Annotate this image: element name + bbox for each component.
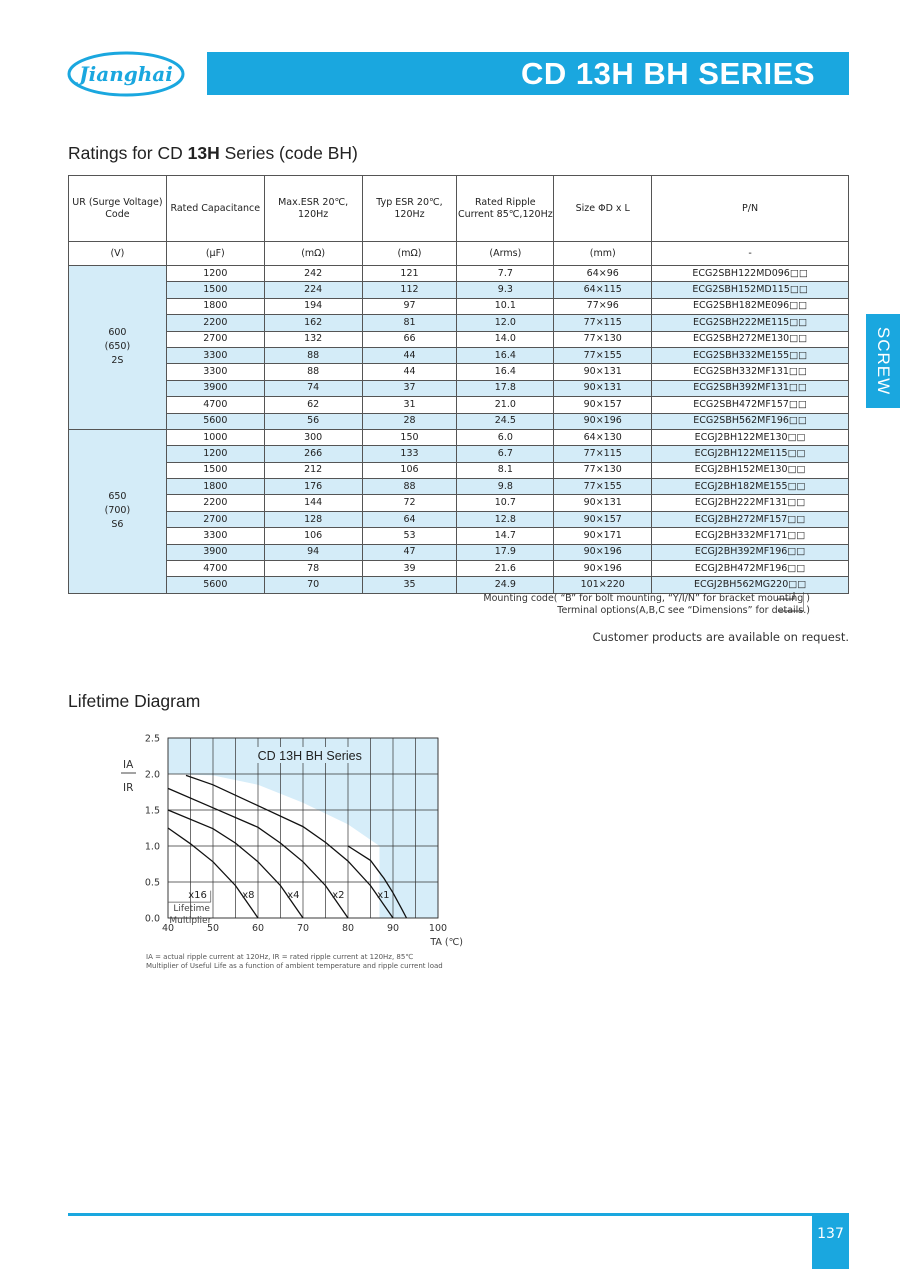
y-tick-label: 1.5 <box>144 805 160 817</box>
table-cell: ECG2SBH392MF131□□ <box>652 380 849 396</box>
table-cell: 17.8 <box>457 380 554 396</box>
table-cell: 1800 <box>166 479 264 495</box>
table-cell: 77×96 <box>554 298 652 314</box>
col-header-5: Size ΦD x L <box>554 176 652 242</box>
lifetime-chart <box>100 725 480 955</box>
terminal-note: Terminal options(A,B,C see “Dimensions” for details.) <box>557 605 810 616</box>
table-cell: 176 <box>264 479 362 495</box>
x-tick-label: 50 <box>206 923 220 934</box>
col-header-0: UR (Surge Voltage) Code <box>69 176 167 242</box>
col-header-2: Max.ESR 20℃, 120Hz <box>264 176 362 242</box>
table-cell: 162 <box>264 315 362 331</box>
col-header-3: Typ ESR 20℃, 120Hz <box>362 176 457 242</box>
table-cell: 8.1 <box>457 462 554 478</box>
voltage-code-cell: 650 (700) S6 <box>69 429 167 593</box>
table-cell: 133 <box>362 446 457 462</box>
table-cell: 78 <box>264 561 362 577</box>
col-header-1: Rated Capacitance <box>166 176 264 242</box>
table-cell: 39 <box>362 561 457 577</box>
table-cell: 72 <box>362 495 457 511</box>
table-cell: ECG2SBH122MD096□□ <box>652 266 849 282</box>
table-cell: 64×96 <box>554 266 652 282</box>
table-cell: 64×130 <box>554 429 652 445</box>
x-tick-label: 100 <box>428 923 448 934</box>
table-cell: 5600 <box>166 413 264 429</box>
table-cell: 90×131 <box>554 380 652 396</box>
y-tick-label: 0.0 <box>144 913 160 925</box>
table-cell: 1200 <box>166 266 264 282</box>
voltage-code-cell: 600 (650) 2S <box>69 266 167 430</box>
table-cell: 3300 <box>166 528 264 544</box>
table-cell: 17.9 <box>457 544 554 560</box>
table-cell: 16.4 <box>457 347 554 363</box>
table-cell: 2700 <box>166 511 264 527</box>
y-tick-label: 1.0 <box>144 841 160 853</box>
table-cell: 5600 <box>166 577 264 593</box>
header-row <box>69 176 849 242</box>
table-cell: 6.7 <box>457 446 554 462</box>
y-tick-label: 0.5 <box>144 877 160 889</box>
table-cell: 224 <box>264 282 362 298</box>
table-cell: 1500 <box>166 462 264 478</box>
table-cell: 66 <box>362 331 457 347</box>
table-cell: 16.4 <box>457 364 554 380</box>
table-cell: 9.3 <box>457 282 554 298</box>
table-cell: 6.0 <box>457 429 554 445</box>
table-row <box>69 511 849 527</box>
table-cell: ECG2SBH562MF196□□ <box>652 413 849 429</box>
table-cell: 12.8 <box>457 511 554 527</box>
table-cell: 64×115 <box>554 282 652 298</box>
chart-footnote <box>146 953 443 971</box>
y-tick-label: 2.0 <box>144 769 160 781</box>
ratings-table <box>68 175 849 594</box>
side-tab-label: SCREW <box>874 326 893 396</box>
series-title: CD 13H BH SERIES <box>521 56 815 91</box>
y-tick-label: 2.5 <box>144 733 160 745</box>
table-cell: 2200 <box>166 315 264 331</box>
table-cell: 77×155 <box>554 479 652 495</box>
page-number-box <box>812 1216 849 1269</box>
table-cell: ECGJ2BH152ME130□□ <box>652 462 849 478</box>
table-cell: 74 <box>264 380 362 396</box>
table-row <box>69 462 849 478</box>
footer-line <box>68 1213 849 1216</box>
x-tick-label: 90 <box>386 923 400 934</box>
table-row <box>69 266 849 282</box>
table-cell: 1200 <box>166 446 264 462</box>
table-cell: 44 <box>362 347 457 363</box>
table-cell: ECG2SBH222ME115□□ <box>652 315 849 331</box>
series-label-x1: x1 <box>377 889 390 901</box>
table-notes <box>300 593 810 617</box>
table-cell: ECGJ2BH122ME115□□ <box>652 446 849 462</box>
table-cell: 90×131 <box>554 364 652 380</box>
table-cell: ECGJ2BH182ME155□□ <box>652 479 849 495</box>
col-unit-2: (mΩ) <box>264 242 362 266</box>
table-cell: 44 <box>362 364 457 380</box>
table-cell: 90×196 <box>554 413 652 429</box>
table-cell: 88 <box>264 347 362 363</box>
table-cell: ECGJ2BH272MF157□□ <box>652 511 849 527</box>
logo-text: Jianghai <box>79 62 173 86</box>
table-cell: 77×115 <box>554 315 652 331</box>
table-cell: 53 <box>362 528 457 544</box>
table-row <box>69 364 849 380</box>
table-cell: 3900 <box>166 544 264 560</box>
table-cell: 300 <box>264 429 362 445</box>
x-tick-label: 70 <box>296 923 310 934</box>
table-cell: 266 <box>264 446 362 462</box>
series-banner <box>207 52 849 95</box>
mounting-note: Mounting code( “B” for bolt mounting, “Y/I/N” for bracket mounting ) <box>483 593 810 604</box>
y-axis-label-numerator: IA <box>123 759 134 771</box>
table-cell: 70 <box>264 577 362 593</box>
series-label-x16: x16 <box>188 889 207 901</box>
table-cell: 35 <box>362 577 457 593</box>
col-unit-5: (mm) <box>554 242 652 266</box>
table-cell: 90×196 <box>554 561 652 577</box>
col-unit-1: (μF) <box>166 242 264 266</box>
table-cell: 3900 <box>166 380 264 396</box>
table-cell: 37 <box>362 380 457 396</box>
table-cell: 81 <box>362 315 457 331</box>
table-row <box>69 282 849 298</box>
table-cell: 21.6 <box>457 561 554 577</box>
x-tick-label: 60 <box>251 923 265 934</box>
series-label-x2: x2 <box>332 889 345 901</box>
table-cell: 194 <box>264 298 362 314</box>
table-cell: 3300 <box>166 347 264 363</box>
table-cell: ECG2SBH332MF131□□ <box>652 364 849 380</box>
table-cell: 1000 <box>166 429 264 445</box>
chart-note-line2: Multiplier of Useful Life as a function of ambient temperature and ripple current load <box>146 962 443 970</box>
table-row <box>69 347 849 363</box>
table-row <box>69 429 849 445</box>
series-label-x4: x4 <box>287 889 300 901</box>
table-cell: ECG2SBH182ME096□□ <box>652 298 849 314</box>
table-row <box>69 577 849 593</box>
table-row <box>69 495 849 511</box>
lifetime-title: Lifetime Diagram <box>68 691 201 711</box>
table-cell: 150 <box>362 429 457 445</box>
table-row <box>69 544 849 560</box>
table-cell: 64 <box>362 511 457 527</box>
table-cell: 56 <box>264 413 362 429</box>
unit-row <box>69 242 849 266</box>
table-cell: 90×157 <box>554 397 652 413</box>
table-row <box>69 380 849 396</box>
table-cell: 21.0 <box>457 397 554 413</box>
table-cell: 94 <box>264 544 362 560</box>
table-cell: 144 <box>264 495 362 511</box>
table-cell: 2200 <box>166 495 264 511</box>
table-cell: ECG2SBH272ME130□□ <box>652 331 849 347</box>
table-cell: ECGJ2BH562MG220□□ <box>652 577 849 593</box>
table-cell: 90×157 <box>554 511 652 527</box>
table-cell: 4700 <box>166 397 264 413</box>
table-cell: 3300 <box>166 364 264 380</box>
table-cell: 10.7 <box>457 495 554 511</box>
table-cell: 9.8 <box>457 479 554 495</box>
table-row <box>69 298 849 314</box>
table-cell: ECGJ2BH122ME130□□ <box>652 429 849 445</box>
table-cell: 77×130 <box>554 331 652 347</box>
table-cell: 88 <box>362 479 457 495</box>
table-row <box>69 397 849 413</box>
lifetime-label-line2: Multiplier <box>169 916 212 927</box>
series-label-x8: x8 <box>242 889 255 901</box>
table-cell: 77×115 <box>554 446 652 462</box>
table-cell: 132 <box>264 331 362 347</box>
table-cell: 14.0 <box>457 331 554 347</box>
chart-note-line1: IA = actual ripple current at 120Hz, IR = rated ripple current at 120Hz, 85℃ <box>146 953 414 961</box>
page-number: 137 <box>817 1226 844 1242</box>
x-tick-label: 80 <box>341 923 355 934</box>
ratings-title: Ratings for CD 13H Series (code BH) <box>68 143 358 163</box>
table-cell: 24.9 <box>457 577 554 593</box>
table-cell: 121 <box>362 266 457 282</box>
table-row <box>69 331 849 347</box>
x-tick-label: 40 <box>161 923 175 934</box>
table-cell: ECGJ2BH222MF131□□ <box>652 495 849 511</box>
table-cell: 101×220 <box>554 577 652 593</box>
table-row <box>69 315 849 331</box>
note-bracket <box>778 592 804 618</box>
table-cell: 77×155 <box>554 347 652 363</box>
table-cell: ECGJ2BH472MF196□□ <box>652 561 849 577</box>
table-cell: 128 <box>264 511 362 527</box>
table-row <box>69 561 849 577</box>
table-cell: ECGJ2BH392MF196□□ <box>652 544 849 560</box>
col-header-4: Rated Ripple Current 85℃,120Hz <box>457 176 554 242</box>
table-row <box>69 446 849 462</box>
table-cell: 4700 <box>166 561 264 577</box>
table-cell: ECG2SBH332ME155□□ <box>652 347 849 363</box>
table-cell: 242 <box>264 266 362 282</box>
table-cell: 90×131 <box>554 495 652 511</box>
y-axis-label-denominator: IR <box>123 782 134 794</box>
table-cell: 106 <box>362 462 457 478</box>
col-header-6: P/N <box>652 176 849 242</box>
table-cell: 62 <box>264 397 362 413</box>
table-cell: 7.7 <box>457 266 554 282</box>
lifetime-label-line1: Lifetime <box>173 903 210 914</box>
table-cell: 14.7 <box>457 528 554 544</box>
col-unit-3: (mΩ) <box>362 242 457 266</box>
side-tab-screw <box>866 314 900 408</box>
table-cell: 47 <box>362 544 457 560</box>
customer-note: Customer products are available on request. <box>592 630 849 644</box>
table-cell: 77×130 <box>554 462 652 478</box>
table-cell: 97 <box>362 298 457 314</box>
table-cell: 90×196 <box>554 544 652 560</box>
table-cell: 1800 <box>166 298 264 314</box>
col-unit-6: - <box>652 242 849 266</box>
table-cell: ECG2SBH152MD115□□ <box>652 282 849 298</box>
table-cell: 106 <box>264 528 362 544</box>
chart-title: CD 13H BH Series <box>257 749 362 763</box>
table-cell: 90×171 <box>554 528 652 544</box>
table-cell: 112 <box>362 282 457 298</box>
table-cell: 12.0 <box>457 315 554 331</box>
table-cell: 212 <box>264 462 362 478</box>
col-unit-0: (V) <box>69 242 167 266</box>
table-cell: 31 <box>362 397 457 413</box>
table-cell: 1500 <box>166 282 264 298</box>
x-axis-label: TA (℃) <box>430 937 463 948</box>
jianghai-logo <box>66 50 186 98</box>
col-unit-4: (Arms) <box>457 242 554 266</box>
table-cell: 88 <box>264 364 362 380</box>
table-cell: ECG2SBH472MF157□□ <box>652 397 849 413</box>
table-row <box>69 479 849 495</box>
table-cell: 24.5 <box>457 413 554 429</box>
table-row <box>69 528 849 544</box>
table-cell: 2700 <box>166 331 264 347</box>
table-cell: ECGJ2BH332MF171□□ <box>652 528 849 544</box>
table-row <box>69 413 849 429</box>
table-cell: 28 <box>362 413 457 429</box>
table-cell: 10.1 <box>457 298 554 314</box>
